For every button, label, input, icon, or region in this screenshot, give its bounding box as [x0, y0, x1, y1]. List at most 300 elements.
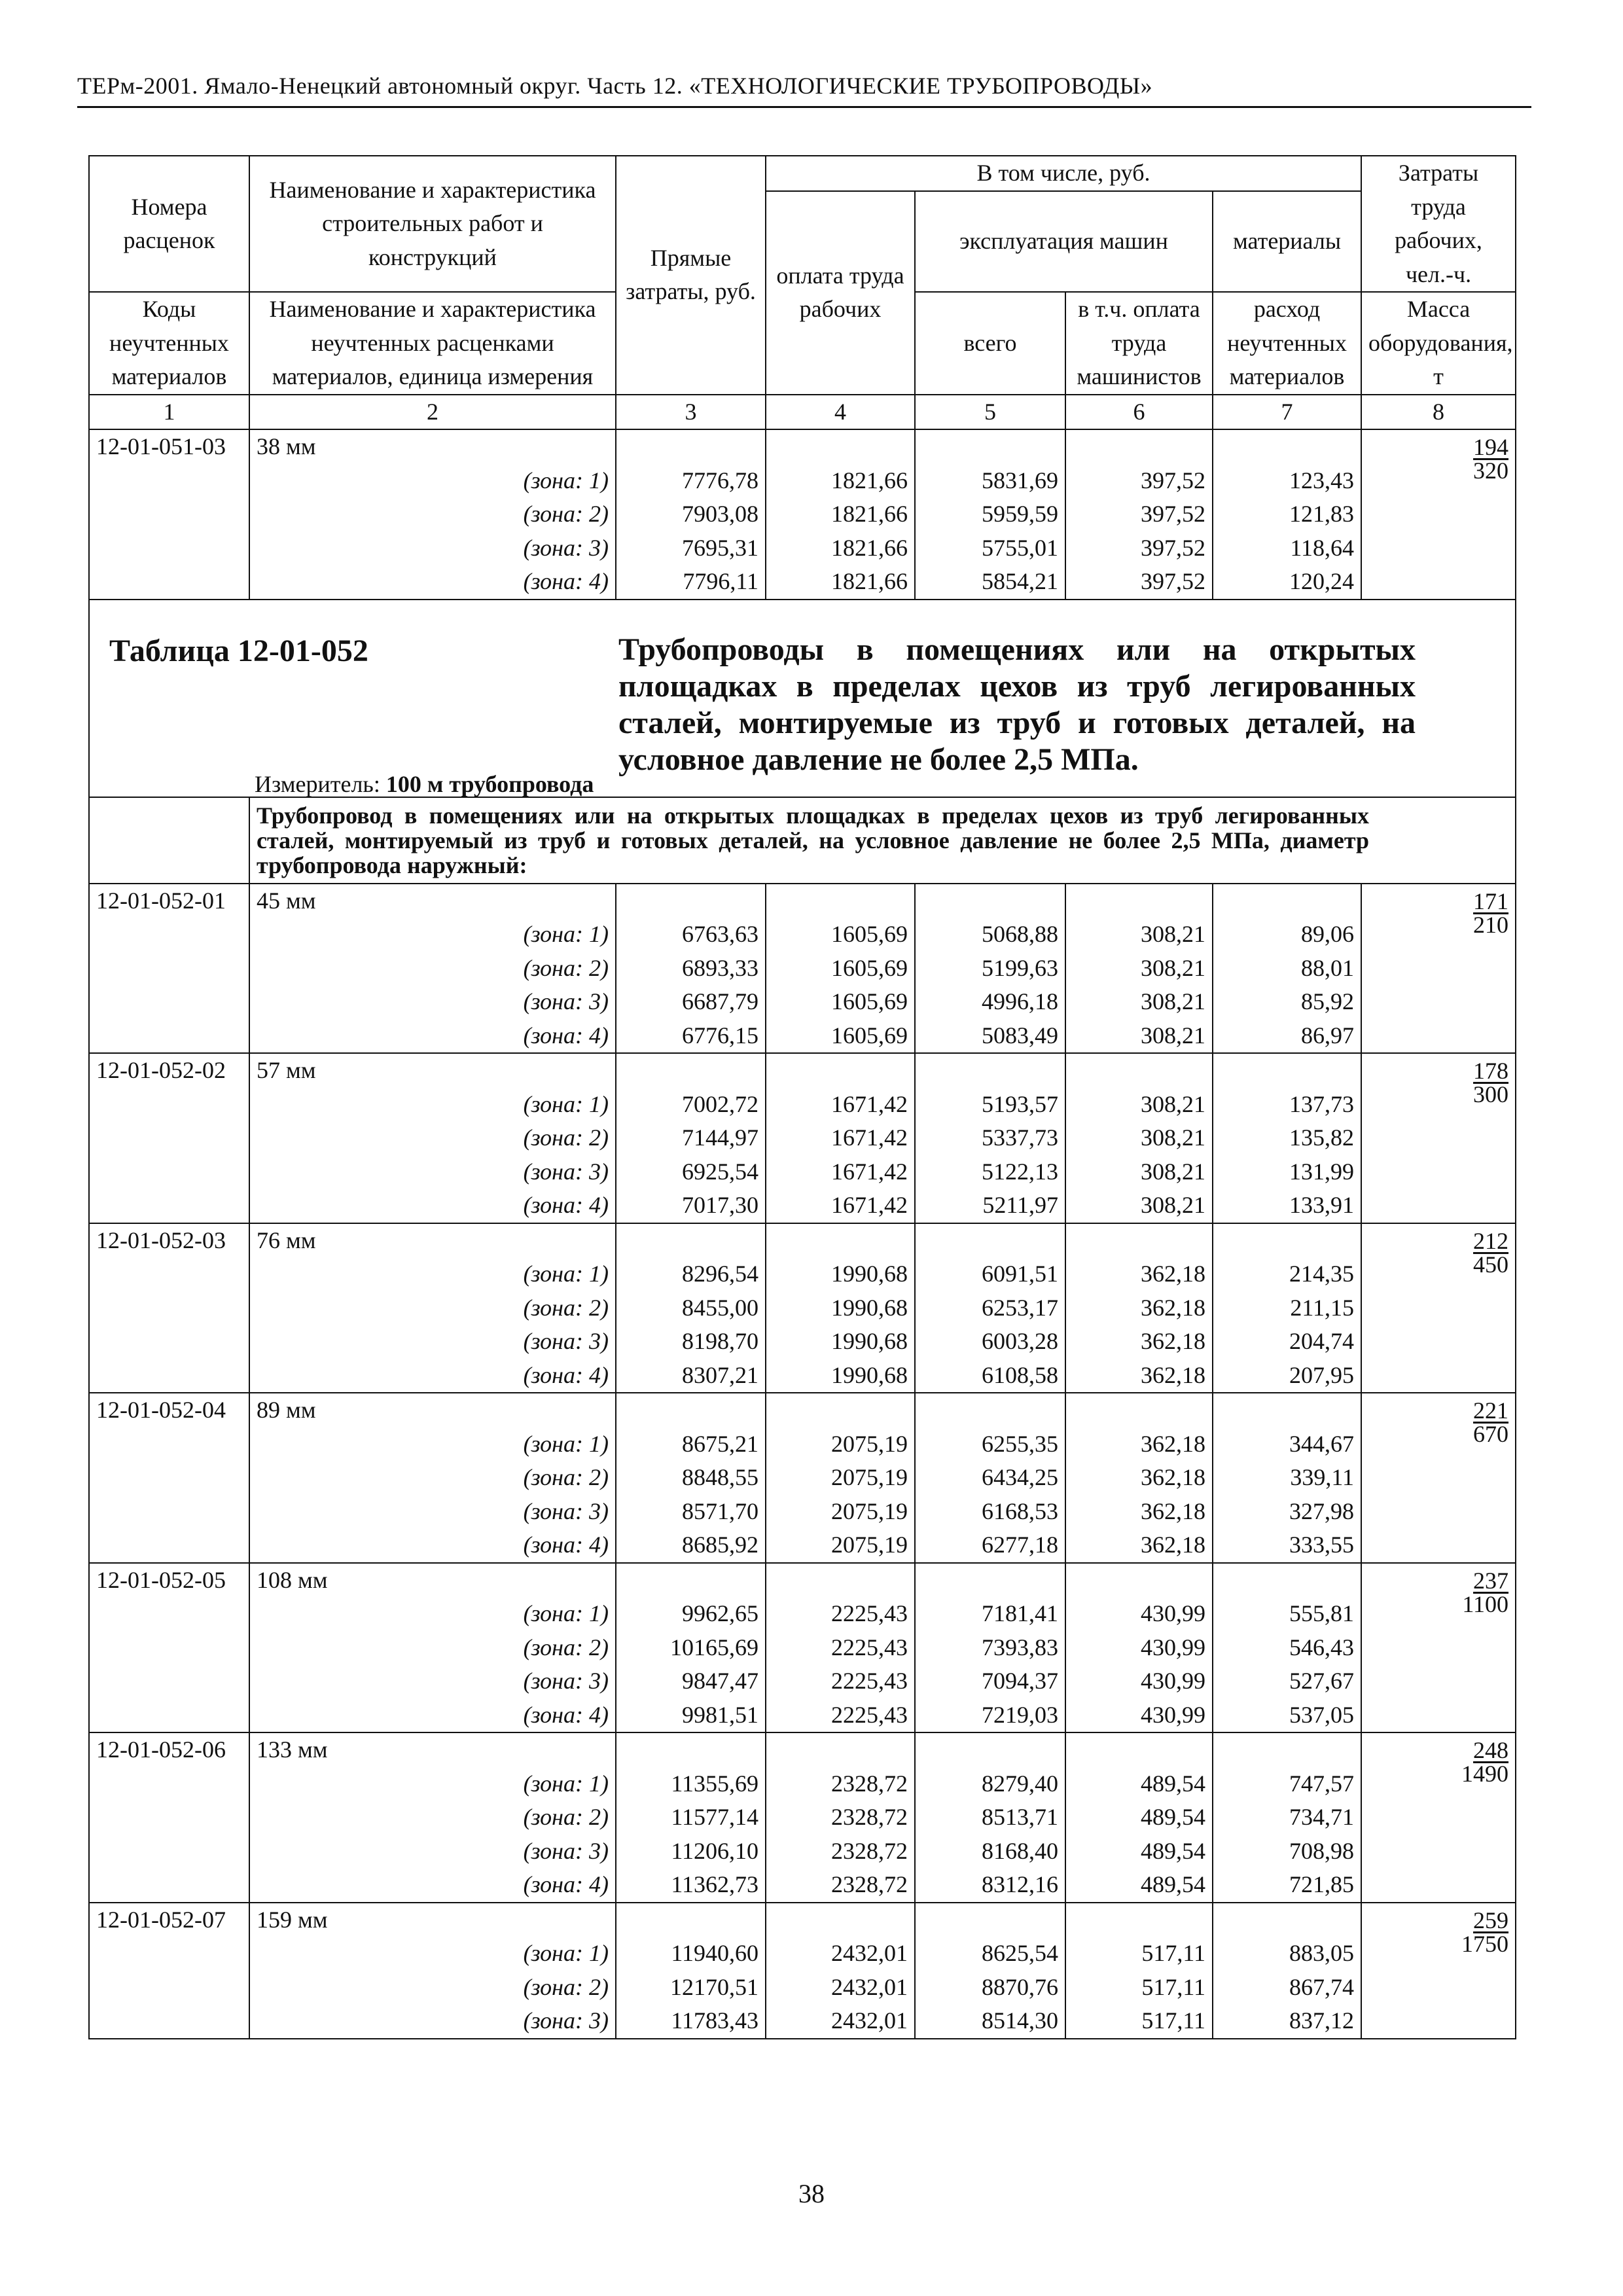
measure-value: 100 м трубопровода [385, 770, 594, 797]
materials-value: 204,74 [1213, 1325, 1361, 1359]
empty-cell [89, 1189, 249, 1223]
operator-wages-value: 517,11 [1065, 2004, 1213, 2039]
zone-label: (зона: 3) [249, 531, 616, 565]
equipment-mass: 210 [1473, 911, 1509, 938]
rate-row [89, 1563, 1516, 1598]
empty-cell [915, 429, 1065, 464]
operator-wages-value: 308,21 [1065, 1189, 1213, 1223]
empty-cell [89, 797, 249, 884]
measure-unit [255, 768, 594, 802]
rate-code: 12-01-052-07 [89, 1903, 249, 1937]
labor-over-mass [1473, 1399, 1508, 1446]
direct-costs-value: 6893,33 [616, 952, 766, 986]
empty-cell [89, 497, 249, 531]
zone-label: (зона: 2) [249, 497, 616, 531]
labor-mass-cell [1361, 1223, 1516, 1393]
equipment-mass: 300 [1473, 1081, 1509, 1107]
empty-cell [89, 1698, 249, 1733]
empty-cell [915, 1223, 1065, 1258]
header-wages: оплата труда рабочих [766, 191, 915, 395]
zone-label: (зона: 2) [249, 1801, 616, 1835]
direct-costs-value: 8675,21 [616, 1427, 766, 1462]
zone-row [89, 1359, 1516, 1393]
wages-value: 1821,66 [766, 497, 915, 531]
wages-value: 1821,66 [766, 565, 915, 600]
labor-hours: 259 [1473, 1907, 1509, 1933]
materials-value: 135,82 [1213, 1121, 1361, 1155]
materials-value: 85,92 [1213, 985, 1361, 1019]
section-row [89, 797, 1516, 884]
empty-cell [89, 1664, 249, 1698]
machines-value: 6003,28 [915, 1325, 1065, 1359]
direct-costs-value: 9981,51 [616, 1698, 766, 1733]
empty-cell [1213, 1563, 1361, 1598]
operator-wages-value: 430,99 [1065, 1664, 1213, 1698]
table-title-row [89, 600, 1516, 797]
section-heading-cell [249, 797, 1516, 884]
machines-value: 5193,57 [915, 1088, 1065, 1122]
materials-value: 734,71 [1213, 1801, 1361, 1835]
header-material-codes: Коды неучтенных материалов [89, 292, 249, 395]
zone-label: (зона: 1) [249, 1257, 616, 1291]
machines-value: 8870,76 [915, 1971, 1065, 2005]
machines-value: 8514,30 [915, 2004, 1065, 2039]
empty-cell [616, 884, 766, 918]
materials-value: 837,12 [1213, 2004, 1361, 2039]
wages-value: 2225,43 [766, 1698, 915, 1733]
operator-wages-value: 308,21 [1065, 1121, 1213, 1155]
zone-row [89, 1427, 1516, 1462]
operator-wages-value: 362,18 [1065, 1291, 1213, 1325]
materials-value: 327,98 [1213, 1495, 1361, 1529]
measure-label: Измеритель: [255, 770, 380, 797]
column-number: 1 [89, 395, 249, 430]
empty-cell [89, 1971, 249, 2005]
wages-value: 1605,69 [766, 918, 915, 952]
zone-label: (зона: 1) [249, 1427, 616, 1462]
zone-label: (зона: 1) [249, 918, 616, 952]
zone-label: (зона: 2) [249, 1291, 616, 1325]
wages-value: 1821,66 [766, 464, 915, 498]
empty-cell [1065, 1732, 1213, 1767]
direct-costs-value: 8571,70 [616, 1495, 766, 1529]
header-machines: эксплуатация машин [915, 191, 1213, 292]
machines-value: 6255,35 [915, 1427, 1065, 1462]
wages-value: 1671,42 [766, 1088, 915, 1122]
wages-value: 1990,68 [766, 1291, 915, 1325]
empty-cell [89, 1359, 249, 1393]
wages-value: 2328,72 [766, 1868, 915, 1903]
rate-name: 108 мм [249, 1563, 616, 1598]
wages-value: 2225,43 [766, 1597, 915, 1631]
empty-cell [1213, 1393, 1361, 1427]
operator-wages-value: 397,52 [1065, 531, 1213, 565]
empty-cell [89, 1121, 249, 1155]
column-number: 6 [1065, 395, 1213, 430]
header-machines-total: всего [915, 292, 1065, 395]
operator-wages-value: 489,54 [1065, 1801, 1213, 1835]
labor-over-mass [1461, 1738, 1508, 1785]
direct-costs-value: 9847,47 [616, 1664, 766, 1698]
machines-value: 8168,40 [915, 1835, 1065, 1869]
wages-value: 1990,68 [766, 1257, 915, 1291]
empty-cell [89, 1868, 249, 1903]
empty-cell [766, 1223, 915, 1258]
wages-value: 1990,68 [766, 1359, 915, 1393]
wages-value: 1605,69 [766, 952, 915, 986]
operator-wages-value: 489,54 [1065, 1767, 1213, 1801]
zone-label: (зона: 4) [249, 565, 616, 600]
direct-costs-value: 6776,15 [616, 1019, 766, 1054]
empty-cell [616, 1223, 766, 1258]
header-rate-numbers: Номера расценок [89, 156, 249, 292]
zone-row [89, 531, 1516, 565]
zone-label: (зона: 4) [249, 1189, 616, 1223]
wages-value: 2328,72 [766, 1801, 915, 1835]
materials-value: 721,85 [1213, 1868, 1361, 1903]
materials-value: 121,83 [1213, 497, 1361, 531]
materials-value: 344,67 [1213, 1427, 1361, 1462]
zone-row [89, 952, 1516, 986]
empty-cell [89, 1257, 249, 1291]
empty-cell [766, 1563, 915, 1598]
direct-costs-value: 12170,51 [616, 1971, 766, 2005]
empty-cell [1065, 1563, 1213, 1598]
empty-cell [915, 1732, 1065, 1767]
rate-code: 12-01-052-01 [89, 884, 249, 918]
rate-row [89, 1732, 1516, 1767]
zone-label: (зона: 3) [249, 1325, 616, 1359]
zone-row [89, 1257, 1516, 1291]
zone-label: (зона: 4) [249, 1698, 616, 1733]
empty-cell [89, 985, 249, 1019]
operator-wages-value: 308,21 [1065, 985, 1213, 1019]
operator-wages-value: 397,52 [1065, 464, 1213, 498]
machines-value: 6253,17 [915, 1291, 1065, 1325]
equipment-mass: 320 [1473, 457, 1509, 484]
labor-mass-cell [1361, 1903, 1516, 2039]
wages-value: 2432,01 [766, 1937, 915, 1971]
materials-value: 537,05 [1213, 1698, 1361, 1733]
zone-row [89, 1597, 1516, 1631]
direct-costs-value: 7144,97 [616, 1121, 766, 1155]
empty-cell [915, 1563, 1065, 1598]
rate-name: 133 мм [249, 1732, 616, 1767]
column-number: 3 [616, 395, 766, 430]
machines-value: 6277,18 [915, 1528, 1065, 1563]
zone-label: (зона: 4) [249, 1868, 616, 1903]
wages-value: 1605,69 [766, 985, 915, 1019]
header-material-consumption: расход неучтенных материалов [1213, 292, 1361, 395]
operator-wages-value: 308,21 [1065, 1088, 1213, 1122]
empty-cell [915, 884, 1065, 918]
rate-code: 12-01-052-04 [89, 1393, 249, 1427]
materials-value: 86,97 [1213, 1019, 1361, 1054]
zone-label: (зона: 2) [249, 1461, 616, 1495]
labor-over-mass [1473, 1229, 1508, 1276]
operator-wages-value: 308,21 [1065, 918, 1213, 952]
empty-cell [766, 429, 915, 464]
empty-cell [89, 1801, 249, 1835]
labor-hours: 194 [1473, 434, 1509, 460]
direct-costs-value: 7002,72 [616, 1088, 766, 1122]
materials-value: 118,64 [1213, 531, 1361, 565]
empty-cell [1213, 1903, 1361, 1937]
materials-value: 883,05 [1213, 1937, 1361, 1971]
empty-cell [915, 1393, 1065, 1427]
empty-cell [616, 1053, 766, 1088]
operator-wages-value: 430,99 [1065, 1597, 1213, 1631]
labor-hours: 221 [1473, 1397, 1509, 1424]
rate-name: 159 мм [249, 1903, 616, 1937]
materials-value: 333,55 [1213, 1528, 1361, 1563]
empty-cell [89, 1631, 249, 1665]
materials-value: 133,91 [1213, 1189, 1361, 1223]
column-number: 4 [766, 395, 915, 430]
labor-over-mass [1461, 1909, 1508, 1956]
zone-label: (зона: 1) [249, 1937, 616, 1971]
labor-mass-cell [1361, 884, 1516, 1054]
zone-row [89, 464, 1516, 498]
empty-cell [1065, 1393, 1213, 1427]
direct-costs-value: 7903,08 [616, 497, 766, 531]
empty-cell [1065, 429, 1213, 464]
zone-label: (зона: 3) [249, 1835, 616, 1869]
empty-cell [766, 1053, 915, 1088]
materials-value: 89,06 [1213, 918, 1361, 952]
machines-value: 5211,97 [915, 1189, 1065, 1223]
rate-name: 38 мм [249, 429, 616, 464]
empty-cell [89, 565, 249, 600]
zone-row [89, 1019, 1516, 1054]
materials-value: 137,73 [1213, 1088, 1361, 1122]
direct-costs-value: 8307,21 [616, 1359, 766, 1393]
empty-cell [89, 1325, 249, 1359]
direct-costs-value: 8685,92 [616, 1528, 766, 1563]
table-number: Таблица 12-01-052 [109, 633, 368, 668]
empty-cell [766, 884, 915, 918]
rate-name: 76 мм [249, 1223, 616, 1258]
machines-value: 5122,13 [915, 1155, 1065, 1189]
materials-value: 555,81 [1213, 1597, 1361, 1631]
column-number: 5 [915, 395, 1065, 430]
labor-mass-cell [1361, 1393, 1516, 1563]
machines-value: 8312,16 [915, 1868, 1065, 1903]
empty-cell [89, 2004, 249, 2039]
materials-value: 120,24 [1213, 565, 1361, 600]
labor-over-mass [1473, 1059, 1508, 1106]
materials-value: 207,95 [1213, 1359, 1361, 1393]
labor-mass-cell [1361, 429, 1516, 600]
zone-row [89, 1664, 1516, 1698]
equipment-mass: 1100 [1462, 1590, 1509, 1617]
materials-value: 214,35 [1213, 1257, 1361, 1291]
table-title: Трубопроводы в помещениях или на открытых площадках в пределах цехов из труб легированных сталей, монтируемые из труб и готовых деталей, на условное давление не более 2,5 МПа. [618, 632, 1416, 777]
labor-hours: 248 [1473, 1737, 1509, 1763]
labor-mass-cell [1361, 1563, 1516, 1733]
zone-row [89, 1767, 1516, 1801]
operator-wages-value: 517,11 [1065, 1937, 1213, 1971]
machines-value: 5755,01 [915, 531, 1065, 565]
zone-row [89, 1835, 1516, 1869]
zone-label: (зона: 3) [249, 1155, 616, 1189]
rate-name: 45 мм [249, 884, 616, 918]
equipment-mass: 1490 [1461, 1761, 1509, 1787]
rate-row [89, 1223, 1516, 1258]
equipment-mass: 1750 [1461, 1930, 1509, 1957]
labor-over-mass [1473, 435, 1508, 482]
zone-row [89, 1631, 1516, 1665]
zone-label: (зона: 2) [249, 1121, 616, 1155]
labor-mass-cell [1361, 1053, 1516, 1223]
rate-row [89, 884, 1516, 918]
zone-row [89, 497, 1516, 531]
machines-value: 6168,53 [915, 1495, 1065, 1529]
machines-value: 7181,41 [915, 1597, 1065, 1631]
machines-value: 5199,63 [915, 952, 1065, 986]
direct-costs-value: 9962,65 [616, 1597, 766, 1631]
labor-hours: 237 [1473, 1567, 1509, 1594]
rates-table [88, 155, 1516, 2039]
column-number: 8 [1361, 395, 1516, 430]
zone-row [89, 1088, 1516, 1122]
zone-row [89, 985, 1516, 1019]
operator-wages-value: 308,21 [1065, 1019, 1213, 1054]
machines-value: 7219,03 [915, 1698, 1065, 1733]
machines-value: 8625,54 [915, 1937, 1065, 1971]
empty-cell [915, 1053, 1065, 1088]
empty-cell [1213, 429, 1361, 464]
zone-row [89, 565, 1516, 600]
zone-label: (зона: 4) [249, 1528, 616, 1563]
materials-value: 708,98 [1213, 1835, 1361, 1869]
rate-code: 12-01-052-03 [89, 1223, 249, 1258]
header-work-name: Наименование и характеристика строительных работ и конструкций [249, 156, 616, 292]
zone-row [89, 1495, 1516, 1529]
materials-value: 747,57 [1213, 1767, 1361, 1801]
labor-hours: 178 [1473, 1058, 1509, 1084]
labor-hours: 212 [1473, 1227, 1509, 1254]
direct-costs-value: 11783,43 [616, 2004, 766, 2039]
labor-mass-cell [1361, 1732, 1516, 1903]
materials-value: 339,11 [1213, 1461, 1361, 1495]
header-including: В том числе, руб. [766, 156, 1361, 191]
rate-row [89, 1393, 1516, 1427]
operator-wages-value: 362,18 [1065, 1461, 1213, 1495]
machines-value: 7393,83 [915, 1631, 1065, 1665]
wages-value: 2225,43 [766, 1664, 915, 1698]
wages-value: 1671,42 [766, 1155, 915, 1189]
header-material-names: Наименование и характеристика неучтенных расценками материалов, единица измерения [249, 292, 616, 395]
operator-wages-value: 430,99 [1065, 1698, 1213, 1733]
empty-cell [766, 1732, 915, 1767]
zone-label: (зона: 1) [249, 1597, 616, 1631]
empty-cell [766, 1393, 915, 1427]
zone-label: (зона: 1) [249, 1767, 616, 1801]
labor-over-mass [1473, 889, 1508, 937]
wages-value: 1990,68 [766, 1325, 915, 1359]
zone-label: (зона: 1) [249, 464, 616, 498]
operator-wages-value: 489,54 [1065, 1835, 1213, 1869]
empty-cell [89, 918, 249, 952]
operator-wages-value: 362,18 [1065, 1257, 1213, 1291]
running-head: ТЕРм-2001. Ямало-Ненецкий автономный округ. Часть 12. «ТЕХНОЛОГИЧЕСКИЕ ТРУБОПРОВОДЫ» [77, 73, 1153, 99]
labor-hours: 171 [1473, 888, 1509, 914]
direct-costs-value: 11206,10 [616, 1835, 766, 1869]
machines-value: 5337,73 [915, 1121, 1065, 1155]
direct-costs-value: 11362,73 [616, 1868, 766, 1903]
empty-cell [89, 952, 249, 986]
empty-cell [616, 1393, 766, 1427]
zone-row [89, 1528, 1516, 1563]
empty-cell [1065, 884, 1213, 918]
empty-cell [89, 1835, 249, 1869]
direct-costs-value: 8198,70 [616, 1325, 766, 1359]
empty-cell [1065, 1903, 1213, 1937]
machines-value: 6108,58 [915, 1359, 1065, 1393]
empty-cell [89, 1937, 249, 1971]
wages-value: 2432,01 [766, 1971, 915, 2005]
direct-costs-value: 8848,55 [616, 1461, 766, 1495]
rate-code: 12-01-052-06 [89, 1732, 249, 1767]
zone-row [89, 1121, 1516, 1155]
header-labor: Затраты труда рабочих, чел.-ч. [1361, 156, 1516, 292]
materials-value: 211,15 [1213, 1291, 1361, 1325]
operator-wages-value: 362,18 [1065, 1427, 1213, 1462]
zone-row [89, 1291, 1516, 1325]
equipment-mass: 450 [1473, 1251, 1509, 1278]
operator-wages-value: 362,18 [1065, 1495, 1213, 1529]
operator-wages-value: 362,18 [1065, 1359, 1213, 1393]
direct-costs-value: 10165,69 [616, 1631, 766, 1665]
operator-wages-value: 517,11 [1065, 1971, 1213, 2005]
empty-cell [616, 1732, 766, 1767]
wages-value: 1671,42 [766, 1189, 915, 1223]
rate-code: 12-01-051-03 [89, 429, 249, 464]
rate-code: 12-01-052-05 [89, 1563, 249, 1598]
header-materials: материалы [1213, 191, 1361, 292]
zone-label: (зона: 2) [249, 952, 616, 986]
zone-row [89, 1189, 1516, 1223]
column-number: 7 [1213, 395, 1361, 430]
machines-value: 8279,40 [915, 1767, 1065, 1801]
rate-name: 57 мм [249, 1053, 616, 1088]
zone-row [89, 1937, 1516, 1971]
empty-cell [1065, 1223, 1213, 1258]
zone-row [89, 1155, 1516, 1189]
machines-value: 7094,37 [915, 1664, 1065, 1698]
header-operator-wages: в т.ч. оплата труда машинистов [1065, 292, 1213, 395]
zone-row [89, 1461, 1516, 1495]
zone-row [89, 1971, 1516, 2005]
materials-value: 88,01 [1213, 952, 1361, 986]
zone-label: (зона: 2) [249, 1971, 616, 2005]
machines-value: 5959,59 [915, 497, 1065, 531]
empty-cell [1213, 1053, 1361, 1088]
direct-costs-value: 8455,00 [616, 1291, 766, 1325]
wages-value: 2075,19 [766, 1427, 915, 1462]
direct-costs-value: 11577,14 [616, 1801, 766, 1835]
zone-label: (зона: 3) [249, 1664, 616, 1698]
column-number: 2 [249, 395, 616, 430]
direct-costs-value: 7776,78 [616, 464, 766, 498]
empty-cell [89, 531, 249, 565]
machines-value: 6091,51 [915, 1257, 1065, 1291]
machines-value: 5068,88 [915, 918, 1065, 952]
empty-cell [766, 1903, 915, 1937]
operator-wages-value: 308,21 [1065, 1155, 1213, 1189]
materials-value: 131,99 [1213, 1155, 1361, 1189]
